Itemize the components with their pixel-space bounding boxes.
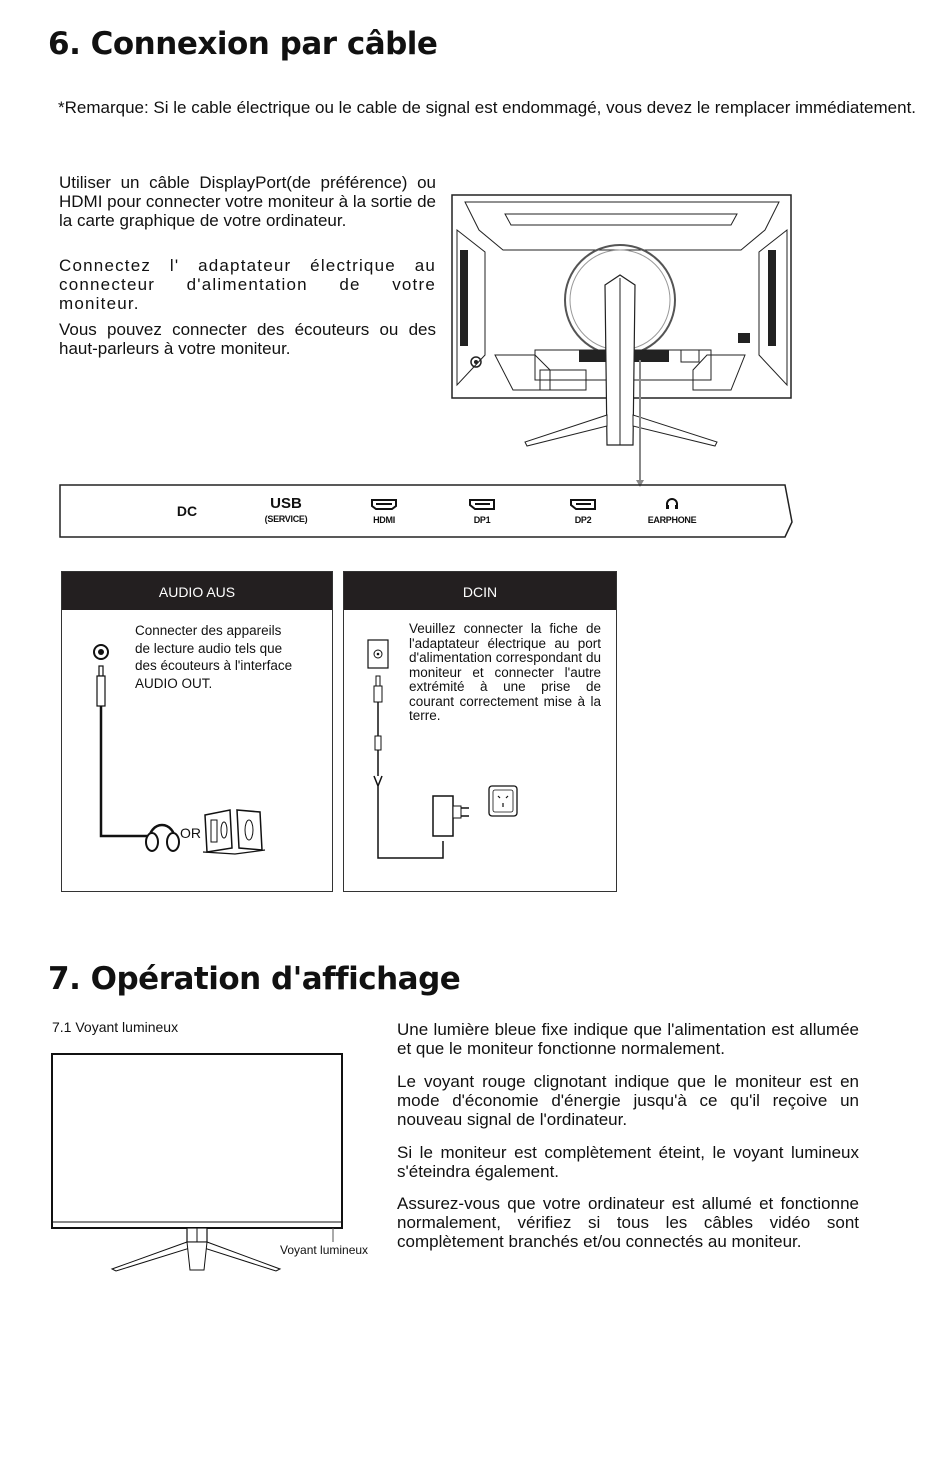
section-7-title: 7. Opération d'affichage xyxy=(48,961,461,997)
port-earphone xyxy=(640,497,704,525)
port-dp2 xyxy=(559,497,607,525)
port-usb-label: USB xyxy=(270,495,302,512)
hdmi-icon xyxy=(370,498,398,510)
section-7-subtitle: 7.1 Voyant lumineux xyxy=(52,1019,179,1035)
displayport-icon xyxy=(468,498,496,510)
port-hdmi-label: HDMI xyxy=(373,515,395,525)
dc-in-instructions: Veuillez connecter la fiche de l'adaptateur électrique au port d'alimentation correspondant du moniteur et connecter l'autre extrémité à une prise de courant correctement mise à la terre. xyxy=(409,621,601,723)
speakers-icon xyxy=(203,810,265,854)
port-dc-label: DC xyxy=(176,503,198,519)
wall-outlet-icon xyxy=(489,786,517,816)
port-dc xyxy=(165,503,209,519)
led-paragraph-2: Le voyant rouge clignotant indique que le moniteur est en mode d'économie d'énergie jusqu'à ce qu'il reçoive un nouveau signal de l'ordinateur. xyxy=(397,1072,859,1129)
or-label: OR xyxy=(180,825,201,841)
port-earphone-label: EARPHONE xyxy=(647,515,697,525)
headphone-icon xyxy=(664,497,680,510)
remark-text: *Remarque: Si le cable électrique ou le cable de signal est endommagé, vous devez le remplacer immédiatement. xyxy=(58,98,917,117)
headphones-icon xyxy=(146,825,179,851)
led-indicator-label: Voyant lumineux xyxy=(280,1243,369,1257)
audio-out-instructions: Connecter des appareils de lecture audio tels que des écouteurs à l'interface AUDIO OUT. xyxy=(135,623,293,691)
led-paragraph-1: Une lumière bleue fixe indique que l'alimentation est allumée et que le moniteur fonctionne normalement. xyxy=(397,1020,859,1058)
section-6-title: 6. Connexion par câble xyxy=(48,26,438,62)
displayport-icon xyxy=(569,498,597,510)
port-hdmi xyxy=(360,497,408,525)
port-dp1 xyxy=(458,497,506,525)
port-usb xyxy=(256,495,316,524)
connection-paragraph-2: Connectez l' adaptateur électrique au connecteur d'alimentation de votre moniteur. xyxy=(59,256,436,313)
connection-paragraph-3: Vous pouvez connecter des écouteurs ou des haut-parleurs à votre moniteur. xyxy=(59,320,436,358)
connection-paragraph-1: Utiliser un câble DisplayPort(de préférence) ou HDMI pour connecter votre moniteur à la sortie de la carte graphique de votre ordinateur. xyxy=(59,173,437,230)
monitor-front-illustration xyxy=(50,1052,350,1274)
audio-out-panel-title: AUDIO AUS xyxy=(62,572,332,610)
led-paragraph-3: Si le moniteur est complètement éteint, le voyant lumineux s'éteindra également. xyxy=(397,1143,859,1181)
port-dp1-label: DP1 xyxy=(473,515,491,525)
port-dp2-label: DP2 xyxy=(574,515,592,525)
monitor-back-illustration xyxy=(445,190,800,460)
dc-in-panel-title: DCIN xyxy=(344,572,616,610)
port-usb-sublabel: (SERVICE) xyxy=(264,514,308,524)
power-adapter-illustration xyxy=(365,636,525,866)
power-adapter-icon xyxy=(433,796,469,836)
led-paragraph-4: Assurez-vous que votre ordinateur est allumé et fonctionne normalement, vérifiez si tous les câbles vidéo sont complètement branchés et/ou connectés au moniteur. xyxy=(397,1194,859,1251)
